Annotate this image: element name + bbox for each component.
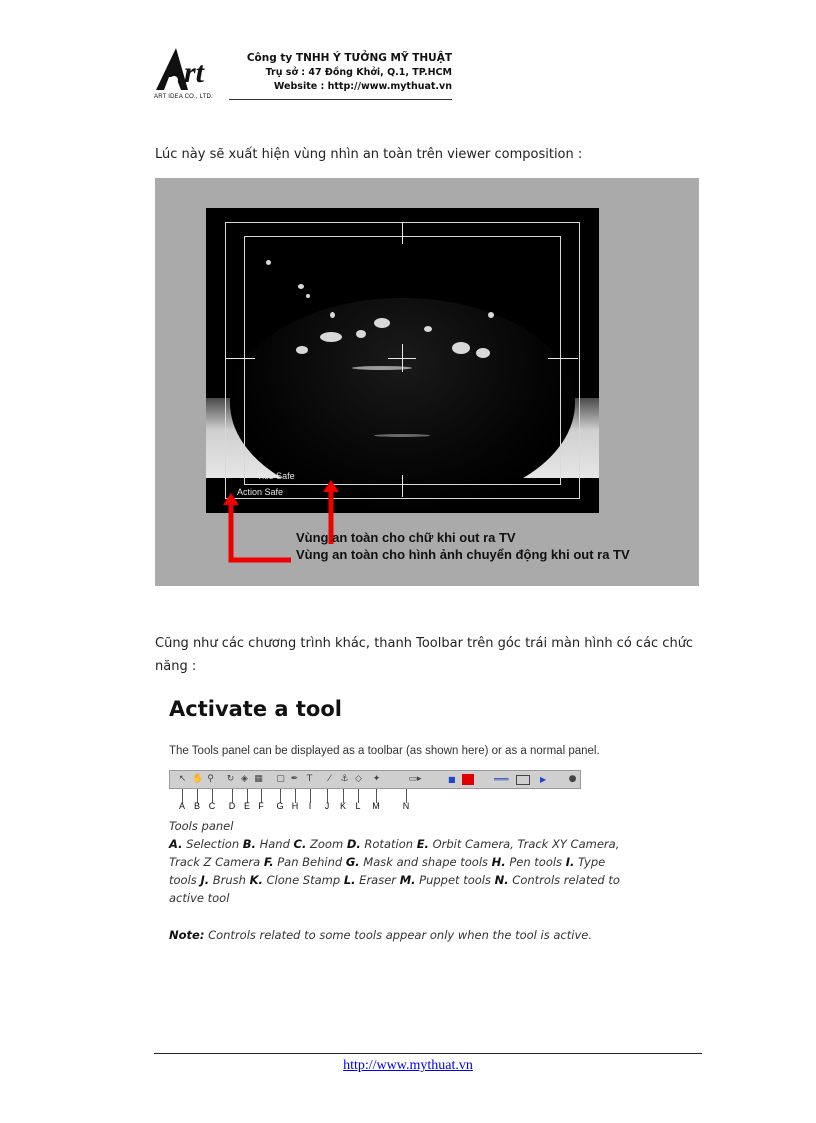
tool-key: A. [169, 837, 183, 851]
tool-letter: M [372, 801, 380, 811]
stroke-width-icon: ▶ [540, 775, 547, 784]
tool-letter: B [193, 801, 200, 811]
description-line [169, 853, 620, 871]
header-rule [229, 99, 452, 100]
tool-description: Clone Stamp [262, 873, 344, 887]
puppet-icon: ✦ [372, 774, 381, 784]
rotation-icon: ↻ [226, 774, 235, 784]
logo-subtitle: ART IDEA CO., LTD. [154, 94, 213, 100]
tool-key: L. [343, 873, 356, 887]
tool-key: F. [263, 855, 274, 869]
tools-panel-image [169, 770, 581, 789]
description-line [169, 889, 620, 907]
selection-icon: ↖ [178, 774, 187, 784]
tool-letter: K [339, 801, 346, 811]
tool-key: J. [200, 873, 210, 887]
tools-description [169, 835, 620, 907]
tool-description: Pen tools [505, 855, 566, 869]
fill-color-swatch [462, 774, 474, 785]
tool-key: K. [249, 873, 263, 887]
tool-description: Zoom [306, 837, 347, 851]
tool-description: Selection [182, 837, 243, 851]
tool-description: active tool [169, 891, 230, 905]
tool-key: G. [345, 855, 360, 869]
fill-control-icon: ■ [448, 775, 456, 784]
orbit-camera-icon: ◈ [241, 774, 248, 784]
tool-key: H. [491, 855, 506, 869]
tools-panel-caption: Tools panel [169, 819, 234, 833]
company-website: Website : http://www.mythuat.vn [273, 81, 452, 92]
tool-letter: J [324, 801, 330, 811]
tool-description: tools [169, 873, 201, 887]
footer-website-link[interactable]: http://www.mythuat.vn [343, 1058, 473, 1073]
note-label: Note: [169, 928, 205, 942]
tool-key: D. [346, 837, 361, 851]
hand-icon: ✋ [192, 774, 204, 784]
tool-description: Controls related to [508, 873, 620, 887]
tool-description: Eraser [355, 873, 400, 887]
tool-letter: F [258, 801, 264, 811]
footer-rule [154, 1053, 702, 1054]
note-text: Controls related to some tools appear only when the tool is active. [204, 928, 592, 942]
brush-icon: ⁄ [328, 774, 331, 784]
company-name: Công ty TNHH Ý TƯỞNG MỸ THUẬT [246, 52, 452, 64]
tool-key: B. [242, 837, 256, 851]
tool-key: N. [494, 873, 509, 887]
eraser-icon: ◇ [355, 774, 362, 784]
safe-zone-figure [155, 178, 699, 586]
red-arrows [155, 178, 699, 586]
tools-note [169, 926, 592, 944]
figure-title: Activate a tool [169, 697, 342, 721]
tool-description: Orbit Camera, Track XY Camera, [428, 837, 620, 851]
zoom-icon: ⚲ [207, 774, 214, 784]
company-info [236, 52, 452, 92]
tool-description: Brush [209, 873, 250, 887]
tool-letter: A [178, 801, 185, 811]
tool-description: Pan Behind [273, 855, 346, 869]
tool-letter: C [208, 801, 216, 811]
stroke-control-icon: ═══ [494, 775, 509, 784]
paragraph-intro: Lúc này sẽ xuất hiện vùng nhìn an toàn trên viewer composition : [155, 147, 583, 162]
figure-intro: The Tools panel can be displayed as a toolbar (as shown here) or as a normal panel. [169, 745, 600, 757]
description-line [169, 871, 620, 889]
tool-description: Rotation [360, 837, 417, 851]
action-safe-label: Action Safe [237, 487, 284, 497]
tool-description: Track Z Camera [169, 855, 264, 869]
tool-key: M. [399, 873, 416, 887]
pan-behind-icon: ▦ [254, 774, 263, 784]
tool-key: I. [565, 855, 575, 869]
stroke-swatch-icon [516, 775, 530, 785]
tool-letter: L [355, 801, 361, 811]
tools-figure [156, 688, 702, 950]
tool-letter: G [276, 801, 284, 811]
tool-description: Puppet tools [415, 873, 495, 887]
svg-text:rt: rt [184, 56, 205, 89]
paragraph-toolbar: Cũng như các chương trình khác, thanh Toolbar trên góc trái màn hình có các chức năng : [155, 636, 694, 674]
mask-shape-icon: ▢ [276, 774, 285, 784]
tool-key: C. [293, 837, 307, 851]
panel-menu-icon: ● [568, 774, 577, 784]
tool-letter: D [228, 801, 236, 811]
callout-title-safe: Vùng an toàn cho chữ khi out ra TV [296, 530, 516, 545]
description-line [169, 835, 620, 853]
clone-stamp-icon: ⚓ [340, 774, 349, 784]
type-icon: T [306, 774, 313, 784]
tool-letter: E [243, 801, 250, 811]
pen-icon: ✒ [290, 774, 299, 784]
tool-letter: H [291, 801, 299, 811]
company-address: Trụ sở : 47 Đồng Khởi, Q.1, TP.HCM [265, 67, 452, 78]
title-safe-label: Title Safe [257, 471, 295, 481]
tool-letter: I [308, 801, 312, 811]
tool-letter: N [402, 801, 410, 811]
tool-description: Type [574, 855, 606, 869]
tool-controls-icon: ▭▸ [408, 774, 422, 784]
tool-description: Mask and shape tools [359, 855, 492, 869]
tool-description: Hand [255, 837, 294, 851]
callout-action-safe: Vùng an toàn cho hình ảnh chuyển động khi out ra TV [296, 547, 630, 562]
tool-key: E. [416, 837, 429, 851]
